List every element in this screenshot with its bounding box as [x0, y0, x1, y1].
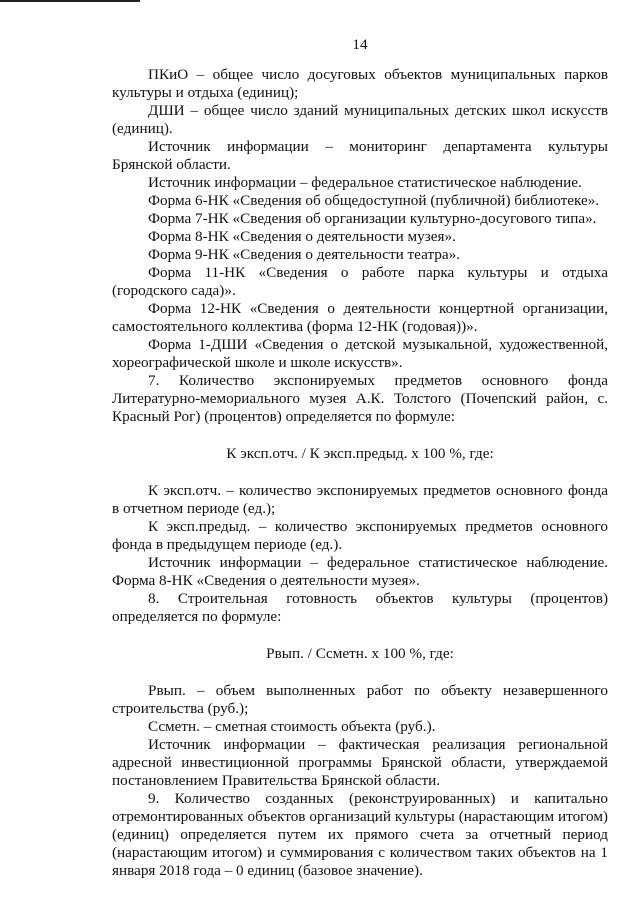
paragraph: Источник информации – федеральное статистическое наблюдение.: [148, 174, 582, 191]
page-number: 14: [352, 36, 368, 53]
formula-museum: К эксп.отч. / К эксп.предыд. x 100 %, где:: [226, 445, 494, 462]
paragraph: Форма 1-ДШИ «Сведения о детской музыкальной, художественной, хореографической школе и школе искусств».: [112, 336, 608, 371]
paragraph: ДШИ – общее число зданий муниципальных детских школ искусств (единиц).: [112, 102, 608, 137]
paragraph: Источник информации – федеральное статистическое наблюдение. Форма 8-НК «Сведения о деятельности музея».: [112, 554, 608, 589]
paragraph: 9. Количество созданных (реконструированных) и капитально отремонтированных объектов организаций культуры (нарастающим итогом) (единиц) определяется путем их прямого счета за отчетный период (нарастающим итогом) и суммирования с количеством таких объектов на 1 января 2018 года – 0 единиц (базовое значение).: [112, 790, 608, 879]
paragraph: Форма 11-НК «Сведения о работе парка культуры и отдыха (городского сада)».: [112, 264, 608, 299]
section-b: [112, 482, 608, 626]
paragraph: Источник информации – фактическая реализация региональной адресной инвестиционной программы Брянской области, утверждаемой постановлением Правительства Брянской области.: [112, 736, 608, 789]
paragraph: 8. Строительная готовность объектов культуры (процентов) определяется по формуле:: [112, 590, 608, 625]
paragraph: К эксп.отч. – количество экспонируемых предметов основного фонда в отчетном периоде (ед.);: [112, 482, 608, 517]
section-a: [112, 66, 608, 426]
paragraph: Рвып. – объем выполненных работ по объекту незавершенного строительства (руб.);: [112, 682, 608, 717]
paragraph: Форма 9-НК «Сведения о деятельности театра».: [148, 246, 460, 263]
header-rule: [0, 0, 140, 2]
paragraph: Форма 12-НК «Сведения о деятельности концертной организации, самостоятельного коллектива (форма 12-НК (годовая))».: [112, 300, 608, 335]
document-page: [112, 36, 608, 880]
paragraph: Форма 6-НК «Сведения об общедоступной (публичной) библиотеке».: [148, 192, 600, 209]
paragraph: К эксп.предыд. – количество экспонируемых предметов основного фонда в предыдущем периоде (ед.).: [112, 518, 608, 553]
paragraph: Ссметн. – сметная стоимость объекта (руб.).: [148, 718, 436, 735]
paragraph: ПКиО – общее число досуговых объектов муниципальных парков культуры и отдыха (единиц);: [112, 66, 608, 101]
paragraph: Форма 8-НК «Сведения о деятельности музея».: [148, 228, 456, 245]
paragraph: 7. Количество экспонируемых предметов основного фонда Литературно-мемориального музея А.К. Толстого (Почепский район, с. Красный Рог) (процентов) определяется по формуле:: [112, 372, 608, 425]
formula-construction: Рвып. / Ссметн. x 100 %, где:: [266, 645, 454, 662]
section-c: [112, 682, 608, 880]
paragraph: Форма 7-НК «Сведения об организации культурно-досугового типа».: [148, 210, 597, 227]
paragraph: Источник информации – мониторинг департамента культуры Брянской области.: [112, 138, 608, 173]
